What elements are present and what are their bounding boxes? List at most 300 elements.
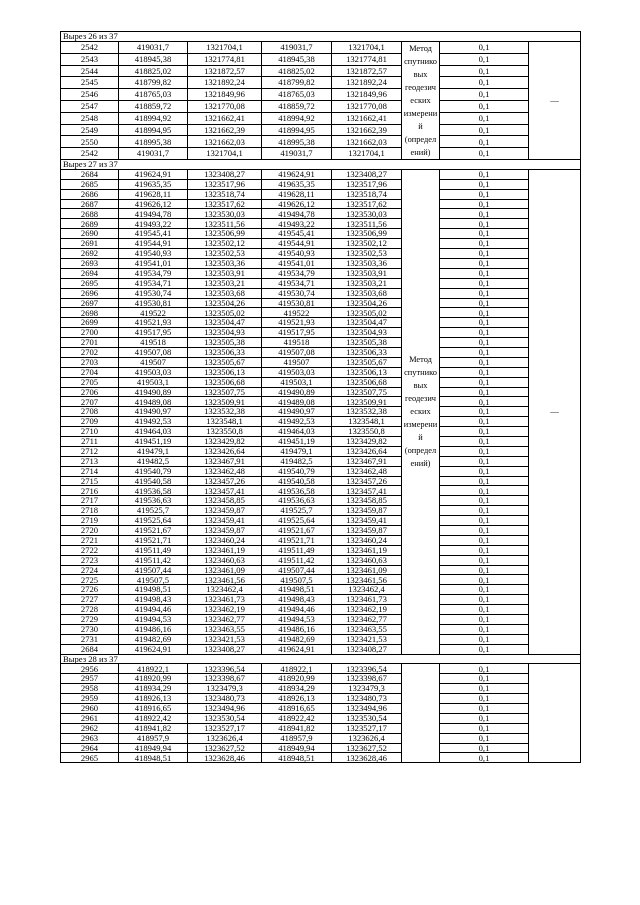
- point-number-cell: 2693: [61, 258, 119, 268]
- x-new-cell: 418948,51: [262, 753, 332, 763]
- x-new-cell: 418949,94: [262, 743, 332, 753]
- x-new-cell: 419464,03: [262, 427, 332, 437]
- x-new-cell: 418934,29: [262, 684, 332, 694]
- point-number-cell: 2956: [61, 664, 119, 674]
- x-old-cell: 418920,99: [119, 674, 188, 684]
- accuracy-cell: 0,1: [440, 644, 529, 654]
- x-old-cell: 419507,44: [119, 565, 188, 575]
- x-new-cell: 418941,82: [262, 723, 332, 733]
- x-old-cell: 419451,19: [119, 436, 188, 446]
- x-old-cell: 419530,74: [119, 288, 188, 298]
- x-new-cell: 419540,79: [262, 466, 332, 476]
- y-new-cell: 1323628,46: [332, 753, 402, 763]
- y-new-cell: 1323421,53: [332, 634, 402, 644]
- y-new-cell: 1323479,3: [332, 684, 402, 694]
- y-old-cell: 1323461,56: [188, 575, 262, 585]
- table-row: [61, 694, 581, 704]
- table-row: [61, 575, 581, 585]
- x-old-cell: 418825,02: [119, 65, 188, 77]
- table-row: [61, 634, 581, 644]
- table-row: [61, 89, 581, 101]
- x-new-cell: 418994,95: [262, 124, 332, 136]
- section-title: Вырез 28 из 37: [61, 654, 581, 664]
- accuracy-cell: 0,1: [440, 585, 529, 595]
- accuracy-cell: 0,1: [440, 100, 529, 112]
- table-row: [61, 397, 581, 407]
- y-new-cell: 1323505,67: [332, 357, 402, 367]
- y-old-cell: 1323506,99: [188, 229, 262, 239]
- x-old-cell: 419517,95: [119, 328, 188, 338]
- table-row: [61, 347, 581, 357]
- y-new-cell: 1323462,19: [332, 605, 402, 615]
- x-old-cell: 419494,78: [119, 209, 188, 219]
- table-row: [61, 506, 581, 516]
- x-old-cell: 419518: [119, 338, 188, 348]
- point-number-cell: 2684: [61, 644, 119, 654]
- table-row: [61, 288, 581, 298]
- accuracy-cell: 0,1: [440, 575, 529, 585]
- point-number-cell: 2962: [61, 723, 119, 733]
- point-number-cell: 2721: [61, 535, 119, 545]
- x-new-cell: 419482,5: [262, 456, 332, 466]
- x-old-cell: 419540,79: [119, 466, 188, 476]
- point-number-cell: 2542: [61, 148, 119, 160]
- accuracy-cell: 0,1: [440, 417, 529, 427]
- x-old-cell: 419530,81: [119, 298, 188, 308]
- y-new-cell: 1323461,56: [332, 575, 402, 585]
- y-new-cell: 1323459,87: [332, 506, 402, 516]
- point-number-cell: 2548: [61, 112, 119, 124]
- method-cell: Метод спутнико вых геодезич еских измерени й (определ ений): [402, 169, 440, 654]
- table-row: [61, 318, 581, 328]
- y-new-cell: 1323503,36: [332, 258, 402, 268]
- y-old-cell: 1323503,36: [188, 258, 262, 268]
- x-new-cell: 418945,38: [262, 53, 332, 65]
- point-number-cell: 2726: [61, 585, 119, 595]
- point-number-cell: 2717: [61, 496, 119, 506]
- accuracy-cell: 0,1: [440, 258, 529, 268]
- accuracy-cell: 0,1: [440, 565, 529, 575]
- accuracy-cell: 0,1: [440, 347, 529, 357]
- accuracy-cell: 0,1: [440, 436, 529, 446]
- x-new-cell: 419534,79: [262, 268, 332, 278]
- document-page: [60, 31, 580, 763]
- x-old-cell: 419507: [119, 357, 188, 367]
- x-new-cell: 418922,1: [262, 664, 332, 674]
- point-number-cell: 2549: [61, 124, 119, 136]
- accuracy-cell: 0,1: [440, 605, 529, 615]
- accuracy-cell: 0,1: [440, 684, 529, 694]
- x-old-cell: 419635,35: [119, 179, 188, 189]
- accuracy-cell: 0,1: [440, 615, 529, 625]
- x-old-cell: 419493,22: [119, 219, 188, 229]
- point-number-cell: 2709: [61, 417, 119, 427]
- y-old-cell: 1323459,87: [188, 525, 262, 535]
- method-cell: Метод спутнико вых геодезич еских измерени й (определ ений): [402, 41, 440, 159]
- point-number-cell: 2960: [61, 704, 119, 714]
- accuracy-cell: 0,1: [440, 229, 529, 239]
- table-row: [61, 268, 581, 278]
- y-new-cell: 1323502,12: [332, 239, 402, 249]
- y-old-cell: 1321774,81: [188, 53, 262, 65]
- accuracy-cell: 0,1: [440, 136, 529, 148]
- y-new-cell: 1321704,1: [332, 148, 402, 160]
- x-old-cell: 419521,71: [119, 535, 188, 545]
- y-old-cell: 1323463,55: [188, 624, 262, 634]
- accuracy-cell: 0,1: [440, 595, 529, 605]
- x-new-cell: 419530,74: [262, 288, 332, 298]
- y-old-cell: 1323506,33: [188, 347, 262, 357]
- point-number-cell: 2957: [61, 674, 119, 684]
- y-old-cell: 1323502,53: [188, 249, 262, 259]
- table-row: [61, 664, 581, 674]
- section-header-row: [61, 160, 581, 170]
- y-new-cell: 1323506,99: [332, 229, 402, 239]
- x-old-cell: 419031,7: [119, 148, 188, 160]
- accuracy-cell: 0,1: [440, 555, 529, 565]
- y-new-cell: 1323461,73: [332, 595, 402, 605]
- y-old-cell: 1323550,8: [188, 427, 262, 437]
- x-old-cell: 419624,91: [119, 644, 188, 654]
- accuracy-cell: 0,1: [440, 189, 529, 199]
- note-cell: —: [529, 169, 581, 654]
- x-old-cell: 419486,16: [119, 624, 188, 634]
- table-row: [61, 249, 581, 259]
- y-old-cell: 1323628,46: [188, 753, 262, 763]
- point-number-cell: 2544: [61, 65, 119, 77]
- accuracy-cell: 0,1: [440, 743, 529, 753]
- point-number-cell: 2705: [61, 377, 119, 387]
- table-row: [61, 713, 581, 723]
- table-row: [61, 100, 581, 112]
- table-row: [61, 328, 581, 338]
- table-row: [61, 595, 581, 605]
- point-number-cell: 2685: [61, 179, 119, 189]
- point-number-cell: 2542: [61, 41, 119, 53]
- y-old-cell: 1323530,54: [188, 713, 262, 723]
- table-row: [61, 674, 581, 684]
- accuracy-cell: 0,1: [440, 634, 529, 644]
- table-row: [61, 743, 581, 753]
- accuracy-cell: 0,1: [440, 308, 529, 318]
- table-row: [61, 308, 581, 318]
- accuracy-cell: 0,1: [440, 209, 529, 219]
- y-old-cell: 1321662,03: [188, 136, 262, 148]
- y-old-cell: 1323462,19: [188, 605, 262, 615]
- point-number-cell: 2961: [61, 713, 119, 723]
- y-old-cell: 1321849,96: [188, 89, 262, 101]
- point-number-cell: 2724: [61, 565, 119, 575]
- x-old-cell: 418799,82: [119, 77, 188, 89]
- table-row: [61, 112, 581, 124]
- y-old-cell: 1323517,96: [188, 179, 262, 189]
- point-number-cell: 2543: [61, 53, 119, 65]
- y-old-cell: 1323504,26: [188, 298, 262, 308]
- point-number-cell: 2694: [61, 268, 119, 278]
- y-new-cell: 1323505,02: [332, 308, 402, 318]
- point-number-cell: 2725: [61, 575, 119, 585]
- table-row: [61, 258, 581, 268]
- x-old-cell: 419521,93: [119, 318, 188, 328]
- x-old-cell: 418765,03: [119, 89, 188, 101]
- y-old-cell: 1323462,4: [188, 585, 262, 595]
- note-cell: [529, 664, 581, 763]
- x-new-cell: 419624,91: [262, 644, 332, 654]
- y-old-cell: 1323426,64: [188, 446, 262, 456]
- accuracy-cell: 0,1: [440, 377, 529, 387]
- accuracy-cell: 0,1: [440, 199, 529, 209]
- y-old-cell: 1323518,74: [188, 189, 262, 199]
- y-new-cell: 1323457,26: [332, 476, 402, 486]
- x-new-cell: 419451,19: [262, 436, 332, 446]
- y-new-cell: 1321770,08: [332, 100, 402, 112]
- x-new-cell: 419635,35: [262, 179, 332, 189]
- y-old-cell: 1323479,3: [188, 684, 262, 694]
- y-old-cell: 1323459,41: [188, 516, 262, 526]
- table-row: [61, 585, 581, 595]
- accuracy-cell: 0,1: [440, 148, 529, 160]
- x-old-cell: 419498,43: [119, 595, 188, 605]
- x-old-cell: 419544,91: [119, 239, 188, 249]
- accuracy-cell: 0,1: [440, 278, 529, 288]
- y-new-cell: 1323462,48: [332, 466, 402, 476]
- section-title: Вырез 27 из 37: [61, 160, 581, 170]
- table-row: [61, 229, 581, 239]
- y-new-cell: 1323480,73: [332, 694, 402, 704]
- x-new-cell: 419494,46: [262, 605, 332, 615]
- y-new-cell: 1323504,26: [332, 298, 402, 308]
- y-new-cell: 1323503,21: [332, 278, 402, 288]
- x-new-cell: 419490,89: [262, 387, 332, 397]
- y-old-cell: 1323627,52: [188, 743, 262, 753]
- table-row: [61, 704, 581, 714]
- y-new-cell: 1321662,39: [332, 124, 402, 136]
- y-old-cell: 1321770,08: [188, 100, 262, 112]
- x-old-cell: 418957,9: [119, 733, 188, 743]
- y-old-cell: 1323517,62: [188, 199, 262, 209]
- x-new-cell: 418916,65: [262, 704, 332, 714]
- y-new-cell: 1323429,82: [332, 436, 402, 446]
- y-old-cell: 1323460,63: [188, 555, 262, 565]
- accuracy-cell: 0,1: [440, 694, 529, 704]
- accuracy-cell: 0,1: [440, 407, 529, 417]
- accuracy-cell: 0,1: [440, 723, 529, 733]
- point-number-cell: 2965: [61, 753, 119, 763]
- y-old-cell: 1323548,1: [188, 417, 262, 427]
- x-new-cell: 419522: [262, 308, 332, 318]
- x-new-cell: 418995,38: [262, 136, 332, 148]
- x-old-cell: 419534,79: [119, 268, 188, 278]
- x-old-cell: 419507,08: [119, 347, 188, 357]
- accuracy-cell: 0,1: [440, 713, 529, 723]
- accuracy-cell: 0,1: [440, 624, 529, 634]
- x-new-cell: 419492,53: [262, 417, 332, 427]
- accuracy-cell: 0,1: [440, 65, 529, 77]
- y-old-cell: 1323398,67: [188, 674, 262, 684]
- x-new-cell: 419534,71: [262, 278, 332, 288]
- point-number-cell: 2704: [61, 367, 119, 377]
- accuracy-cell: 0,1: [440, 427, 529, 437]
- point-number-cell: 2702: [61, 347, 119, 357]
- x-old-cell: 419540,93: [119, 249, 188, 259]
- y-old-cell: 1323462,48: [188, 466, 262, 476]
- y-new-cell: 1323627,52: [332, 743, 402, 753]
- x-old-cell: 418859,72: [119, 100, 188, 112]
- point-number-cell: 2689: [61, 219, 119, 229]
- point-number-cell: 2690: [61, 229, 119, 239]
- table-row: [61, 136, 581, 148]
- accuracy-cell: 0,1: [440, 298, 529, 308]
- y-new-cell: 1321662,03: [332, 136, 402, 148]
- x-new-cell: 419493,22: [262, 219, 332, 229]
- y-new-cell: 1323503,91: [332, 268, 402, 278]
- point-number-cell: 2700: [61, 328, 119, 338]
- table-row: [61, 298, 581, 308]
- y-old-cell: 1323509,91: [188, 397, 262, 407]
- x-old-cell: 419525,7: [119, 506, 188, 516]
- y-new-cell: 1323460,63: [332, 555, 402, 565]
- x-new-cell: 419490,97: [262, 407, 332, 417]
- point-number-cell: 2723: [61, 555, 119, 565]
- accuracy-cell: 0,1: [440, 535, 529, 545]
- x-new-cell: 419507: [262, 357, 332, 367]
- table-row: [61, 486, 581, 496]
- x-old-cell: 419628,11: [119, 189, 188, 199]
- accuracy-cell: 0,1: [440, 753, 529, 763]
- point-number-cell: 2728: [61, 605, 119, 615]
- table-row: [61, 565, 581, 575]
- x-new-cell: 419498,51: [262, 585, 332, 595]
- point-number-cell: 2722: [61, 545, 119, 555]
- x-old-cell: 419498,51: [119, 585, 188, 595]
- point-number-cell: 2697: [61, 298, 119, 308]
- x-old-cell: 419464,03: [119, 427, 188, 437]
- point-number-cell: 2696: [61, 288, 119, 298]
- x-new-cell: 419626,12: [262, 199, 332, 209]
- x-old-cell: 419545,41: [119, 229, 188, 239]
- accuracy-cell: 0,1: [440, 456, 529, 466]
- y-new-cell: 1323408,27: [332, 644, 402, 654]
- accuracy-cell: 0,1: [440, 268, 529, 278]
- x-old-cell: 419482,5: [119, 456, 188, 466]
- y-new-cell: 1323550,8: [332, 427, 402, 437]
- x-old-cell: 418934,29: [119, 684, 188, 694]
- table-row: [61, 41, 581, 53]
- point-number-cell: 2688: [61, 209, 119, 219]
- x-old-cell: 419489,08: [119, 397, 188, 407]
- table-row: [61, 338, 581, 348]
- accuracy-cell: 0,1: [440, 124, 529, 136]
- y-new-cell: 1323527,17: [332, 723, 402, 733]
- y-old-cell: 1323462,77: [188, 615, 262, 625]
- table-row: [61, 199, 581, 209]
- table-row: [61, 624, 581, 634]
- x-new-cell: 418922,42: [262, 713, 332, 723]
- x-new-cell: 419498,43: [262, 595, 332, 605]
- table-row: [61, 377, 581, 387]
- accuracy-cell: 0,1: [440, 733, 529, 743]
- point-number-cell: 2711: [61, 436, 119, 446]
- x-new-cell: 419525,64: [262, 516, 332, 526]
- x-new-cell: 419482,69: [262, 634, 332, 644]
- table-row: [61, 476, 581, 486]
- x-old-cell: 418926,13: [119, 694, 188, 704]
- y-new-cell: 1323506,33: [332, 347, 402, 357]
- x-new-cell: 419544,91: [262, 239, 332, 249]
- table-row: [61, 387, 581, 397]
- y-old-cell: 1323494,96: [188, 704, 262, 714]
- y-new-cell: 1321872,57: [332, 65, 402, 77]
- accuracy-cell: 0,1: [440, 486, 529, 496]
- y-old-cell: 1321662,41: [188, 112, 262, 124]
- x-old-cell: 419511,49: [119, 545, 188, 555]
- table-row: [61, 753, 581, 763]
- point-number-cell: 2692: [61, 249, 119, 259]
- accuracy-cell: 0,1: [440, 179, 529, 189]
- point-number-cell: 2706: [61, 387, 119, 397]
- y-new-cell: 1323457,41: [332, 486, 402, 496]
- x-new-cell: 419624,91: [262, 169, 332, 179]
- y-old-cell: 1323530,03: [188, 209, 262, 219]
- x-new-cell: 419486,16: [262, 624, 332, 634]
- y-old-cell: 1323461,73: [188, 595, 262, 605]
- y-old-cell: 1323527,17: [188, 723, 262, 733]
- y-new-cell: 1323532,38: [332, 407, 402, 417]
- y-old-cell: 1321892,24: [188, 77, 262, 89]
- x-new-cell: 418926,13: [262, 694, 332, 704]
- point-number-cell: 2963: [61, 733, 119, 743]
- x-new-cell: 418859,72: [262, 100, 332, 112]
- accuracy-cell: 0,1: [440, 704, 529, 714]
- table-row: [61, 733, 581, 743]
- accuracy-cell: 0,1: [440, 338, 529, 348]
- y-old-cell: 1323461,19: [188, 545, 262, 555]
- point-number-cell: 2729: [61, 615, 119, 625]
- x-old-cell: 418948,51: [119, 753, 188, 763]
- x-old-cell: 419540,58: [119, 476, 188, 486]
- y-old-cell: 1323459,87: [188, 506, 262, 516]
- y-new-cell: 1321774,81: [332, 53, 402, 65]
- point-number-cell: 2698: [61, 308, 119, 318]
- point-number-cell: 2546: [61, 89, 119, 101]
- table-row: [61, 65, 581, 77]
- y-new-cell: 1321662,41: [332, 112, 402, 124]
- table-row: [61, 53, 581, 65]
- point-number-cell: 2684: [61, 169, 119, 179]
- accuracy-cell: 0,1: [440, 77, 529, 89]
- x-new-cell: 418920,99: [262, 674, 332, 684]
- x-new-cell: 419540,93: [262, 249, 332, 259]
- point-number-cell: 2719: [61, 516, 119, 526]
- y-new-cell: 1323461,19: [332, 545, 402, 555]
- x-old-cell: 418995,38: [119, 136, 188, 148]
- y-new-cell: 1323626,4: [332, 733, 402, 743]
- section-header-row: [61, 654, 581, 664]
- y-old-cell: 1323505,67: [188, 357, 262, 367]
- x-old-cell: 419482,69: [119, 634, 188, 644]
- y-new-cell: 1323462,77: [332, 615, 402, 625]
- x-old-cell: 419494,53: [119, 615, 188, 625]
- x-old-cell: 419492,53: [119, 417, 188, 427]
- point-number-cell: 2707: [61, 397, 119, 407]
- y-old-cell: 1323505,02: [188, 308, 262, 318]
- x-new-cell: 419541,01: [262, 258, 332, 268]
- x-old-cell: 419507,5: [119, 575, 188, 585]
- x-new-cell: 418994,92: [262, 112, 332, 124]
- y-old-cell: 1323396,54: [188, 664, 262, 674]
- x-new-cell: 419540,58: [262, 476, 332, 486]
- accuracy-cell: 0,1: [440, 328, 529, 338]
